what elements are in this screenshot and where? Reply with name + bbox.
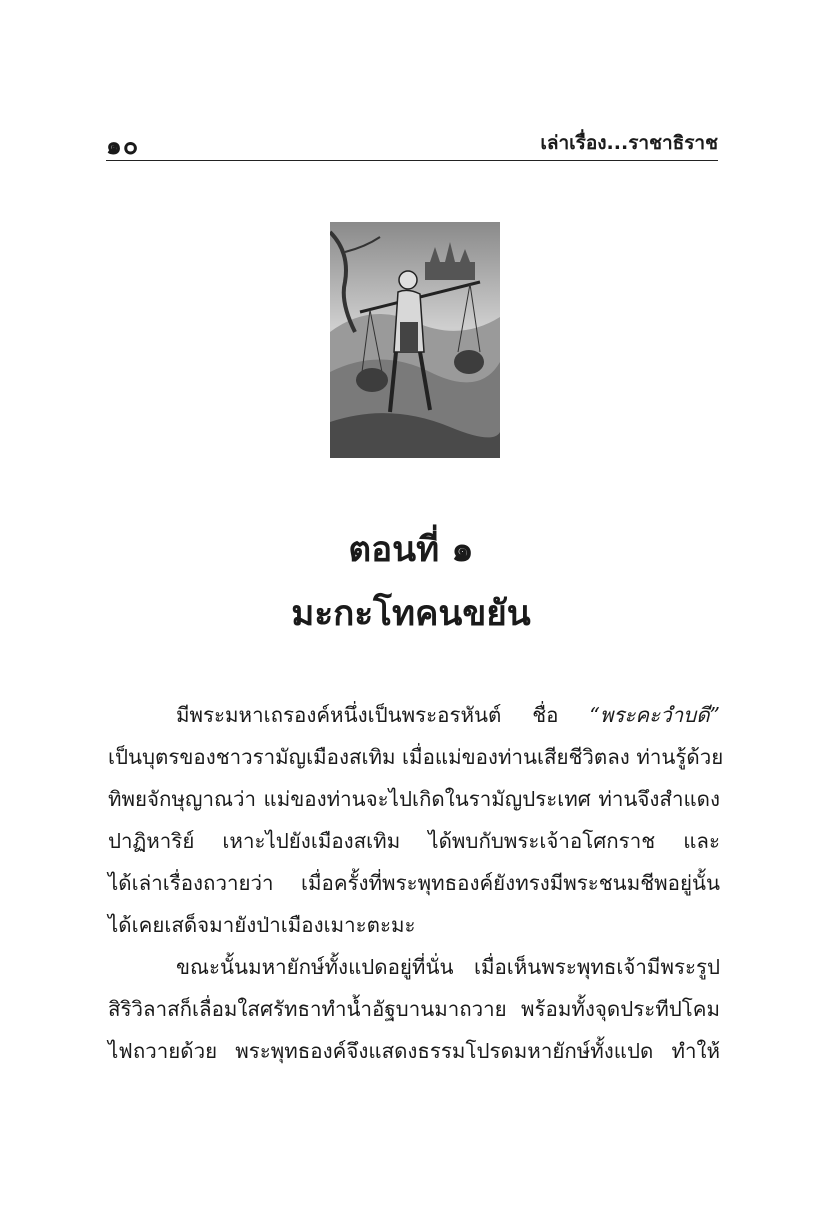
chapter-illustration xyxy=(330,222,500,458)
paragraph-1-line-5: ได้เล่าเรื่องถวายว่า เมื่อครั้งที่พระพุทธองค์ยังทรงมีพระชนมชีพอยู่นั้น xyxy=(108,871,720,895)
page-header xyxy=(106,124,718,161)
paragraph-1-line-2: เป็นบุตรของชาวรามัญเมืองสเทิม เมื่อแม่ของท่านเสียชีวิตลง ท่านรู้ด้วย xyxy=(108,745,724,769)
monk-name: “พระคะวำบดี” xyxy=(589,703,720,727)
chapter-number: ตอนที่ ๑ xyxy=(348,529,474,570)
paragraph-2-line-1: ขณะนั้นมหายักษ์ทั้งแปดอยู่ที่นั่น เมื่อเห็นพระพุทธเจ้ามีพระรูป xyxy=(176,955,720,979)
paragraph-2-line-3: ไฟถวายด้วย พระพุทธองค์จึงแสดงธรรมโปรดมหายักษ์ทั้งแปด ทำให้ xyxy=(108,1039,720,1063)
running-title: เล่าเรื่อง...ราชาธิราช xyxy=(540,132,718,154)
paragraph-1-line-6: ได้เคยเสด็จมายังป่าเมืองเมาะตะมะ xyxy=(108,913,416,937)
chapter-title: มะกะโทคนขยัน xyxy=(291,593,531,634)
paragraph-1-line-3: ทิพยจักษุญาณว่า แม่ของท่านจะไปเกิดในรามัญประเทศ ท่านจึงสำแดง xyxy=(108,787,720,811)
paragraph-2-line-2: สิริวิลาสก็เลื่อมใสศรัทธาทำน้ำอัฐบานมาถวาย พร้อมทั้งจุดประทีปโคม xyxy=(108,997,720,1021)
paragraph-1-line-1 xyxy=(108,694,720,736)
paragraph-1-line-4: ปาฏิหาริย์ เหาะไปยังเมืองสเทิม ได้พบกับพระเจ้าอโศกราช และ xyxy=(108,829,720,853)
body-text xyxy=(108,694,724,1072)
paragraph-1-line-1-text: มีพระมหาเถรองค์หนึ่งเป็นพระอรหันต์ ชื่อ xyxy=(176,703,559,727)
page-number: ๑๐ xyxy=(106,131,140,160)
